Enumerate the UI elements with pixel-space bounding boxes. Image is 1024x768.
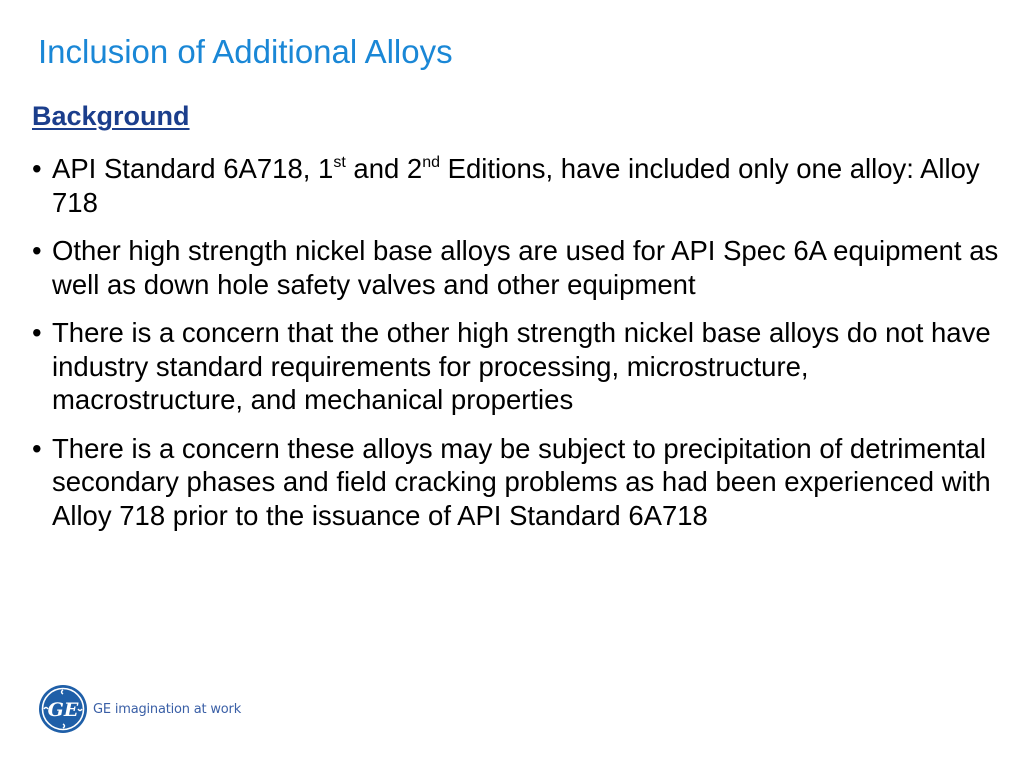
bullet-marker: • (32, 235, 42, 266)
bullet-item (32, 316, 1007, 417)
ordinal-suffix: st (333, 154, 346, 171)
tagline: GE imagination at work (93, 701, 242, 717)
bullet-text: There is a concern that the other high strength nickel base alloys do not have industry standard requirements for processing, microstructure, macrostructure, and mechanical properties (52, 317, 991, 415)
ordinal-suffix: nd (422, 154, 441, 171)
bullet-text-part: API Standard 6A718, 1 (52, 153, 334, 184)
bullet-marker: • (32, 317, 42, 348)
bullet-item (32, 432, 1007, 533)
bullet-text (52, 153, 980, 218)
bullet-text-part: Editions, have included only one alloy: Alloy 718 (52, 153, 980, 218)
ge-logo-lettering: GE (47, 699, 79, 721)
section-heading: Background (32, 101, 190, 131)
bullet-list (32, 152, 1007, 547)
footer-branding (38, 683, 241, 735)
bullet-text: There is a concern these alloys may be subject to precipitation of detrimental secondary phases and field cracking problems as had been experienced with Alloy 718 prior to the issuance of API Standard 6A718 (52, 432, 991, 531)
ge-monogram-icon (38, 684, 88, 734)
slide-title: Inclusion of Additional Alloys (38, 33, 453, 70)
bullet-marker: • (32, 153, 42, 184)
bullet-item (32, 152, 1007, 219)
bullet-marker: • (32, 432, 42, 464)
bullet-text: Other high strength nickel base alloys are used for API Spec 6A equipment as well as down hole safety valves and other equipment (52, 235, 999, 300)
bullet-item (32, 234, 1007, 301)
bullet-text-part: and 2 (345, 153, 423, 184)
